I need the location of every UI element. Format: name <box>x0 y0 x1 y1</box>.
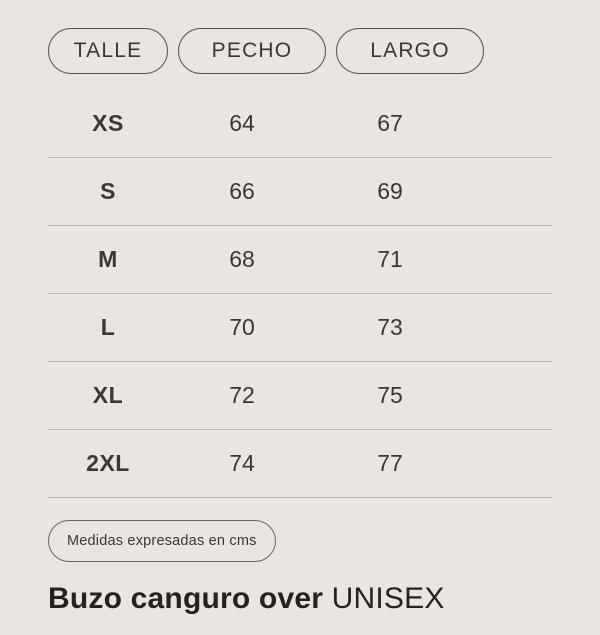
column-header-largo-label: LARGO <box>370 39 450 62</box>
cell-chest: 70 <box>229 314 255 340</box>
product-title-light: UNISEX <box>331 582 445 615</box>
cell-size: S <box>100 178 116 204</box>
table-row <box>48 430 552 498</box>
column-header-pecho <box>178 28 326 74</box>
table-row <box>48 294 552 362</box>
table-header-row <box>48 0 552 74</box>
product-title <box>48 582 552 616</box>
table-row <box>48 362 552 430</box>
column-header-pecho-label: PECHO <box>211 39 293 62</box>
cell-length: 69 <box>377 178 403 204</box>
column-header-talle-label: TALLE <box>73 39 143 62</box>
cell-length: 75 <box>377 382 403 408</box>
table-row <box>48 158 552 226</box>
cell-length: 71 <box>377 246 403 272</box>
cell-chest: 74 <box>229 450 255 476</box>
product-title-bold: Buzo canguro over <box>48 582 324 615</box>
cell-length: 73 <box>377 314 403 340</box>
size-table <box>48 90 552 498</box>
cell-chest: 64 <box>229 110 255 136</box>
column-header-largo <box>336 28 484 74</box>
cell-size: L <box>100 314 116 340</box>
measurement-note-label: Medidas expresadas en cms <box>67 533 257 549</box>
column-header-talle <box>48 28 168 74</box>
cell-size: 2XL <box>86 450 130 476</box>
cell-chest: 66 <box>229 178 255 204</box>
cell-size: M <box>98 246 118 272</box>
cell-length: 77 <box>377 450 403 476</box>
cell-length: 67 <box>377 110 403 136</box>
cell-chest: 72 <box>229 382 255 408</box>
cell-chest: 68 <box>229 246 255 272</box>
table-row <box>48 90 552 158</box>
cell-size: XL <box>92 382 124 408</box>
table-row <box>48 226 552 294</box>
measurement-note <box>48 520 276 562</box>
cell-size: XS <box>92 110 124 136</box>
measurement-note-wrap <box>48 520 552 562</box>
